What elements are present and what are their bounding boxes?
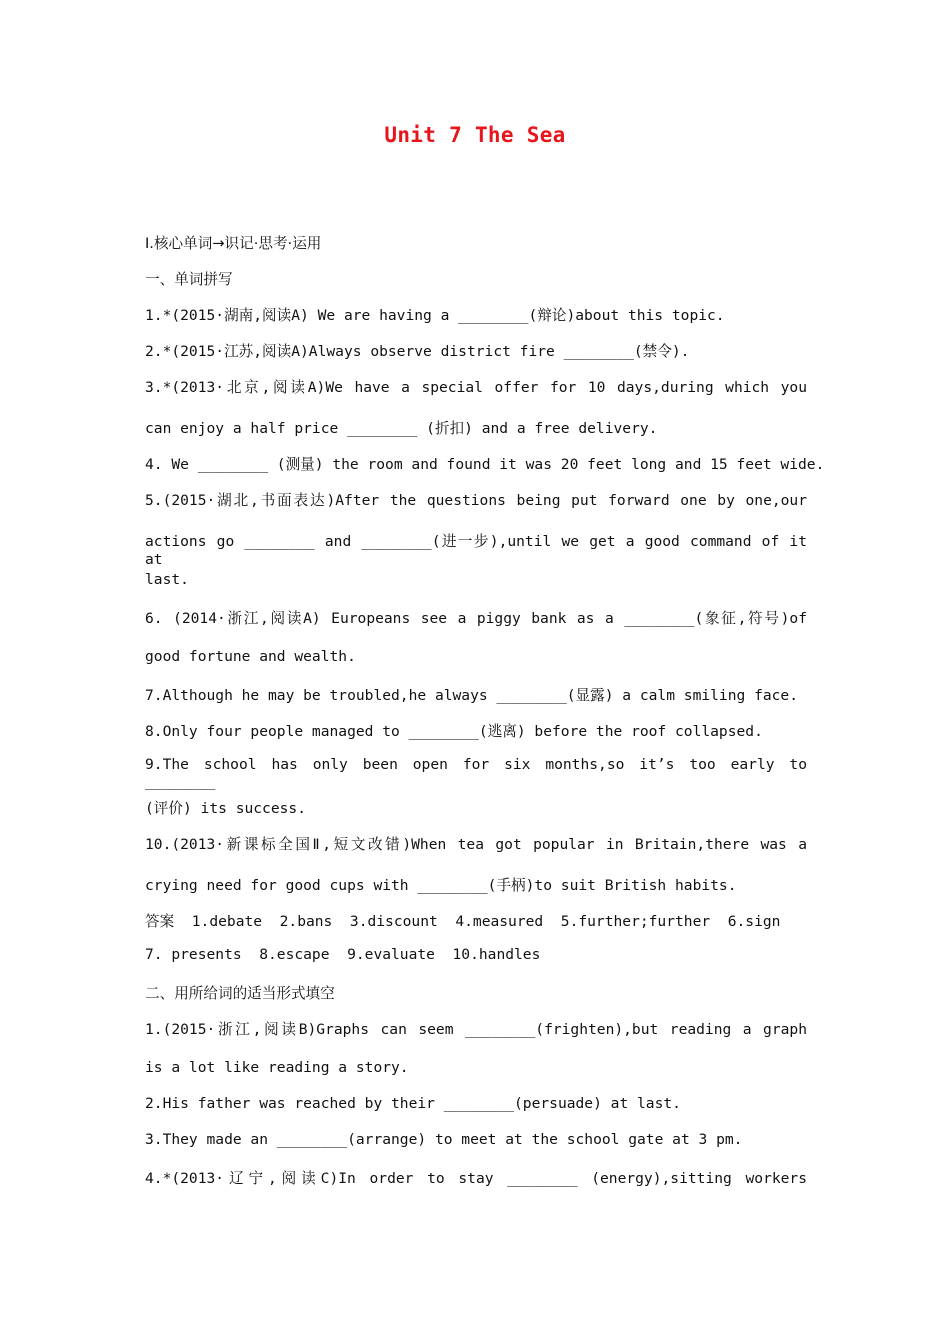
question-line: 10.(2013·新课标全国Ⅱ,短文改错)When tea got popular in Britain,there was a xyxy=(145,836,807,853)
question-line: 1.*(2015·湖南,阅读A) We are having a ________(辩论)about this topic. xyxy=(145,307,725,324)
question-line: crying need for good cups with ________(手柄)to suit British habits. xyxy=(145,877,737,894)
question-line: 2.His father was reached by their ________(persuade) at last. xyxy=(145,1095,681,1112)
question-line: 4.*(2013·辽宁,阅读C)In order to stay ________ (energy),sitting workers xyxy=(145,1170,807,1187)
question-line: 7.Although he may be troubled,he always ________(显露) a calm smiling face. xyxy=(145,687,799,704)
question-line: 8.Only four people managed to ________(逃离) before the roof collapsed. xyxy=(145,723,763,740)
question-line: good fortune and wealth. xyxy=(145,648,356,665)
question-line: 2.*(2015·江苏,阅读A)Always observe district fire ________(禁令). xyxy=(145,343,690,360)
part2-heading: 二、用所给词的适当形式填空 xyxy=(145,985,335,1002)
question-line: last. xyxy=(145,571,189,588)
question-line: can enjoy a half price ________ (折扣) and a free delivery. xyxy=(145,420,658,437)
question-line: (评价) its success. xyxy=(145,800,306,817)
part1-heading: 一、单词拼写 xyxy=(145,271,233,288)
question-line: 4. We ________ (测量) the room and found it was 20 feet long and 15 feet wide. xyxy=(145,456,825,473)
question-line: 5.(2015·湖北,书面表达)After the questions being put forward one by one,our xyxy=(145,492,807,509)
question-line: actions go ________ and ________(进一步),until we get a good command of it at xyxy=(145,533,807,568)
question-line: 9.The school has only been open for six months,so it’s too early to ________ xyxy=(145,756,807,790)
section-heading: Ⅰ.核心单词→识记·思考·运用 xyxy=(145,235,322,252)
answer-line: 答案 1.debate 2.bans 3.discount 4.measured 5.further;further 6.sign xyxy=(145,913,781,930)
page-title: Unit 7 The Sea xyxy=(384,123,566,147)
question-line: 3.*(2013·北京,阅读A)We have a special offer for 10 days,during which you xyxy=(145,379,807,396)
question-line: 6. (2014·浙江,阅读A) Europeans see a piggy bank as a ________(象征,符号)of xyxy=(145,610,807,627)
question-line: 1.(2015·浙江,阅读B)Graphs can seem ________(frighten),but reading a graph xyxy=(145,1021,807,1038)
answer-line: 7. presents 8.escape 9.evaluate 10.handles xyxy=(145,946,541,963)
question-line: is a lot like reading a story. xyxy=(145,1059,409,1076)
question-line: 3.They made an ________(arrange) to meet at the school gate at 3 pm. xyxy=(145,1131,743,1148)
